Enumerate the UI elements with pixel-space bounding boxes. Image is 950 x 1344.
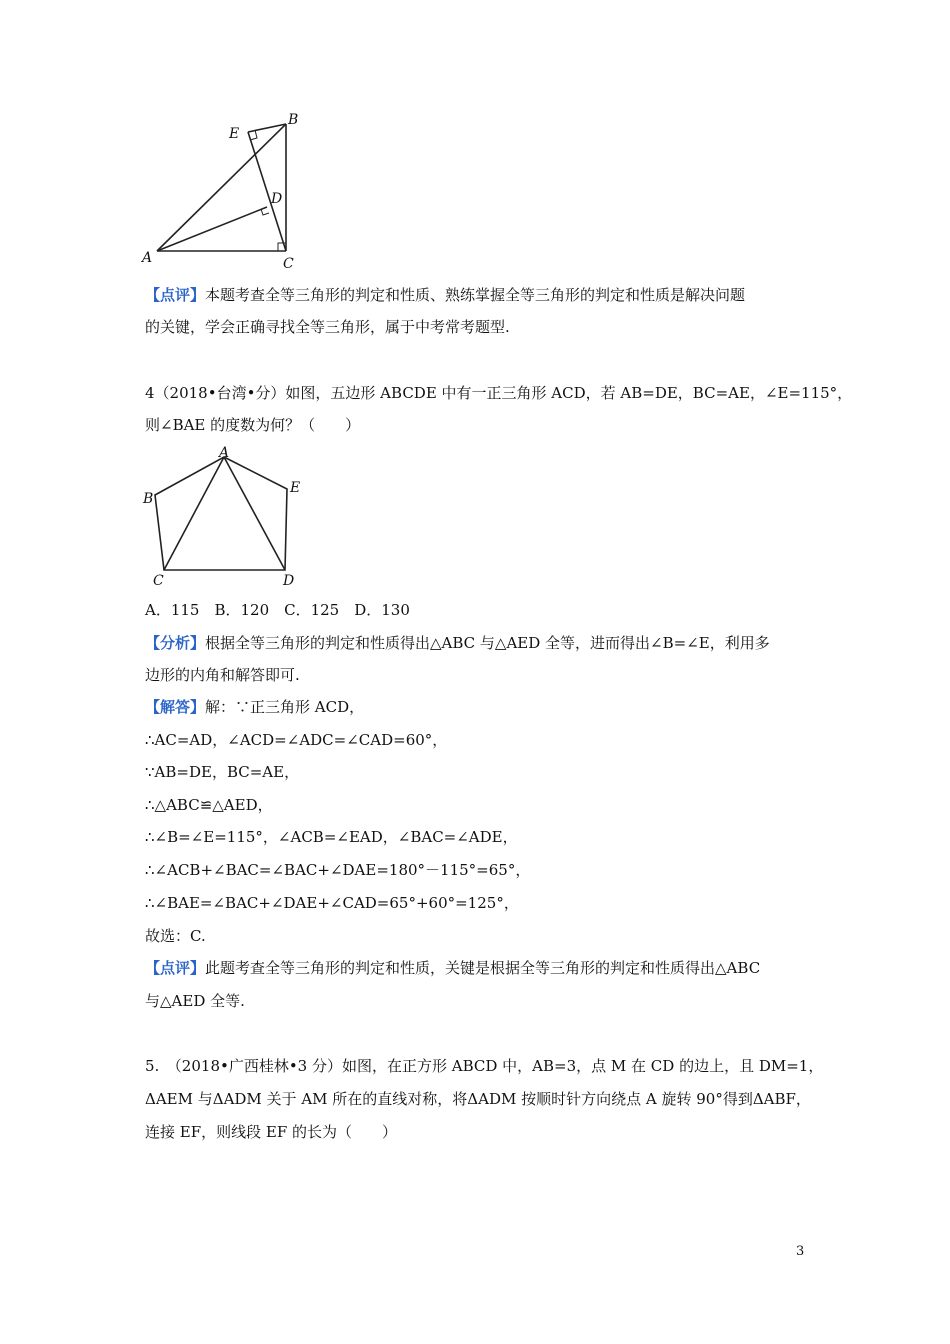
q4-answer-line-4 — [145, 794, 273, 816]
q4-stem-line-1 — [145, 382, 852, 404]
q5-stem-line-2 — [145, 1088, 811, 1110]
q4-review-text-1: 此题考查全等三角形的判定和性质，关键是根据全等三角形的判定和性质得出△ABC — [205, 959, 761, 977]
q4-answer-line-2 — [145, 729, 447, 751]
q4-stem-text-1: 4（2018•台湾•分）如图，五边形 ABCDE 中有一正三角形 ACD，若 AB=DE，BC=AE，∠E=115°， — [145, 384, 853, 402]
answer-text-7: ∴∠BAE=∠BAC+∠DAE+∠CAD=65°+60°=125°， — [145, 894, 519, 912]
q4-options-text: A．115 B．120 C．125 D．130 — [145, 601, 410, 619]
answer-text-2: ∴AC=AD，∠ACD=∠ADC=∠CAD=60°， — [145, 731, 448, 749]
label-e: E — [290, 480, 301, 496]
segment-ad — [157, 207, 267, 251]
q4-review-tag: 【点评】 — [145, 959, 206, 977]
q4-answer-line-7 — [145, 892, 519, 914]
answer-text-4: ∴△ABC≌△AED， — [145, 796, 273, 814]
q5-stem-line-3 — [145, 1121, 397, 1143]
q4-stem-line-2 — [145, 414, 360, 436]
analysis-text-1: 根据全等三角形的判定和性质得出△ABC 与△AED 全等，进而得出∠B=∠E，利用多 — [205, 634, 770, 652]
label-e: E — [229, 126, 240, 142]
review-line-1 — [145, 284, 745, 306]
q5-stem-text-3: 连接 EF，则线段 EF 的长为（ ） — [145, 1123, 398, 1141]
q4-review-line-2 — [145, 990, 245, 1012]
q4-answer-line-6 — [145, 859, 530, 881]
page-number: 3 — [796, 1244, 805, 1259]
label-c: C — [153, 573, 164, 588]
review-text-2: 的关键，学会正确寻找全等三角形，属于中考常考题型. — [145, 318, 510, 336]
label-d: D — [283, 573, 295, 588]
review-tag: 【点评】 — [145, 286, 206, 304]
review-line-2 — [145, 316, 510, 338]
pentagon-abcde — [155, 457, 287, 570]
analysis-tag: 【分析】 — [145, 634, 206, 652]
q5-stem-text-1: 5. （2018•广西桂林•3 分）如图，在正方形 ABCD 中，AB=3，点 M 在 CD 的边上，且 DM=1， — [145, 1057, 824, 1075]
q4-analysis-line-2 — [145, 664, 300, 686]
answer-text-5: ∴∠B=∠E=115°，∠ACB=∠EAD，∠BAC=∠ADE， — [145, 828, 518, 846]
label-a: A — [142, 250, 153, 266]
review-text: 本题考查全等三角形的判定和性质、熟练掌握全等三角形的判定和性质是解决问题 — [205, 286, 746, 304]
q4-answer-line-5 — [145, 826, 518, 848]
q4-analysis-line-1 — [145, 632, 770, 654]
answer-text-6: ∴∠ACB+∠BAC=∠BAC+∠DAE=180°－115°=65°， — [145, 861, 531, 879]
label-b: B — [288, 112, 299, 128]
label-a: A — [219, 445, 230, 461]
answer-text-1: 解：∵正三角形 ACD， — [205, 698, 365, 716]
analysis-text-2: 边形的内角和解答即可. — [145, 666, 300, 684]
label-d: D — [271, 191, 283, 207]
answer-text-3: ∵AB=DE，BC=AE， — [145, 763, 300, 781]
q4-stem-text-2: 则∠BAE 的度数为何？（ ） — [145, 416, 361, 434]
figure-right-triangle — [140, 108, 310, 273]
answer-text-8: 故选：C. — [145, 927, 206, 945]
answer-tag: 【解答】 — [145, 698, 206, 716]
q4-options — [145, 599, 410, 621]
label-c: C — [283, 256, 294, 272]
q4-review-text-2: 与△AED 全等. — [145, 992, 245, 1010]
q4-answer-line-8 — [145, 925, 206, 947]
segment-ad — [224, 457, 285, 570]
q4-answer-line-3 — [145, 761, 299, 783]
q5-stem-line-1 — [145, 1055, 823, 1077]
q5-stem-text-2: ΔAEM 与ΔADM 关于 AM 所在的直线对称，将ΔADM 按顺时针方向绕点 A 旋转 90°得到ΔABF， — [145, 1090, 811, 1108]
figure-pentagon — [140, 443, 310, 588]
segment-eb — [248, 124, 286, 132]
right-angle-mark-d — [261, 209, 269, 215]
segment-ab — [157, 124, 286, 251]
q4-review-line-1 — [145, 957, 760, 979]
label-b: B — [143, 491, 154, 507]
q4-answer-line-1 — [145, 696, 364, 718]
